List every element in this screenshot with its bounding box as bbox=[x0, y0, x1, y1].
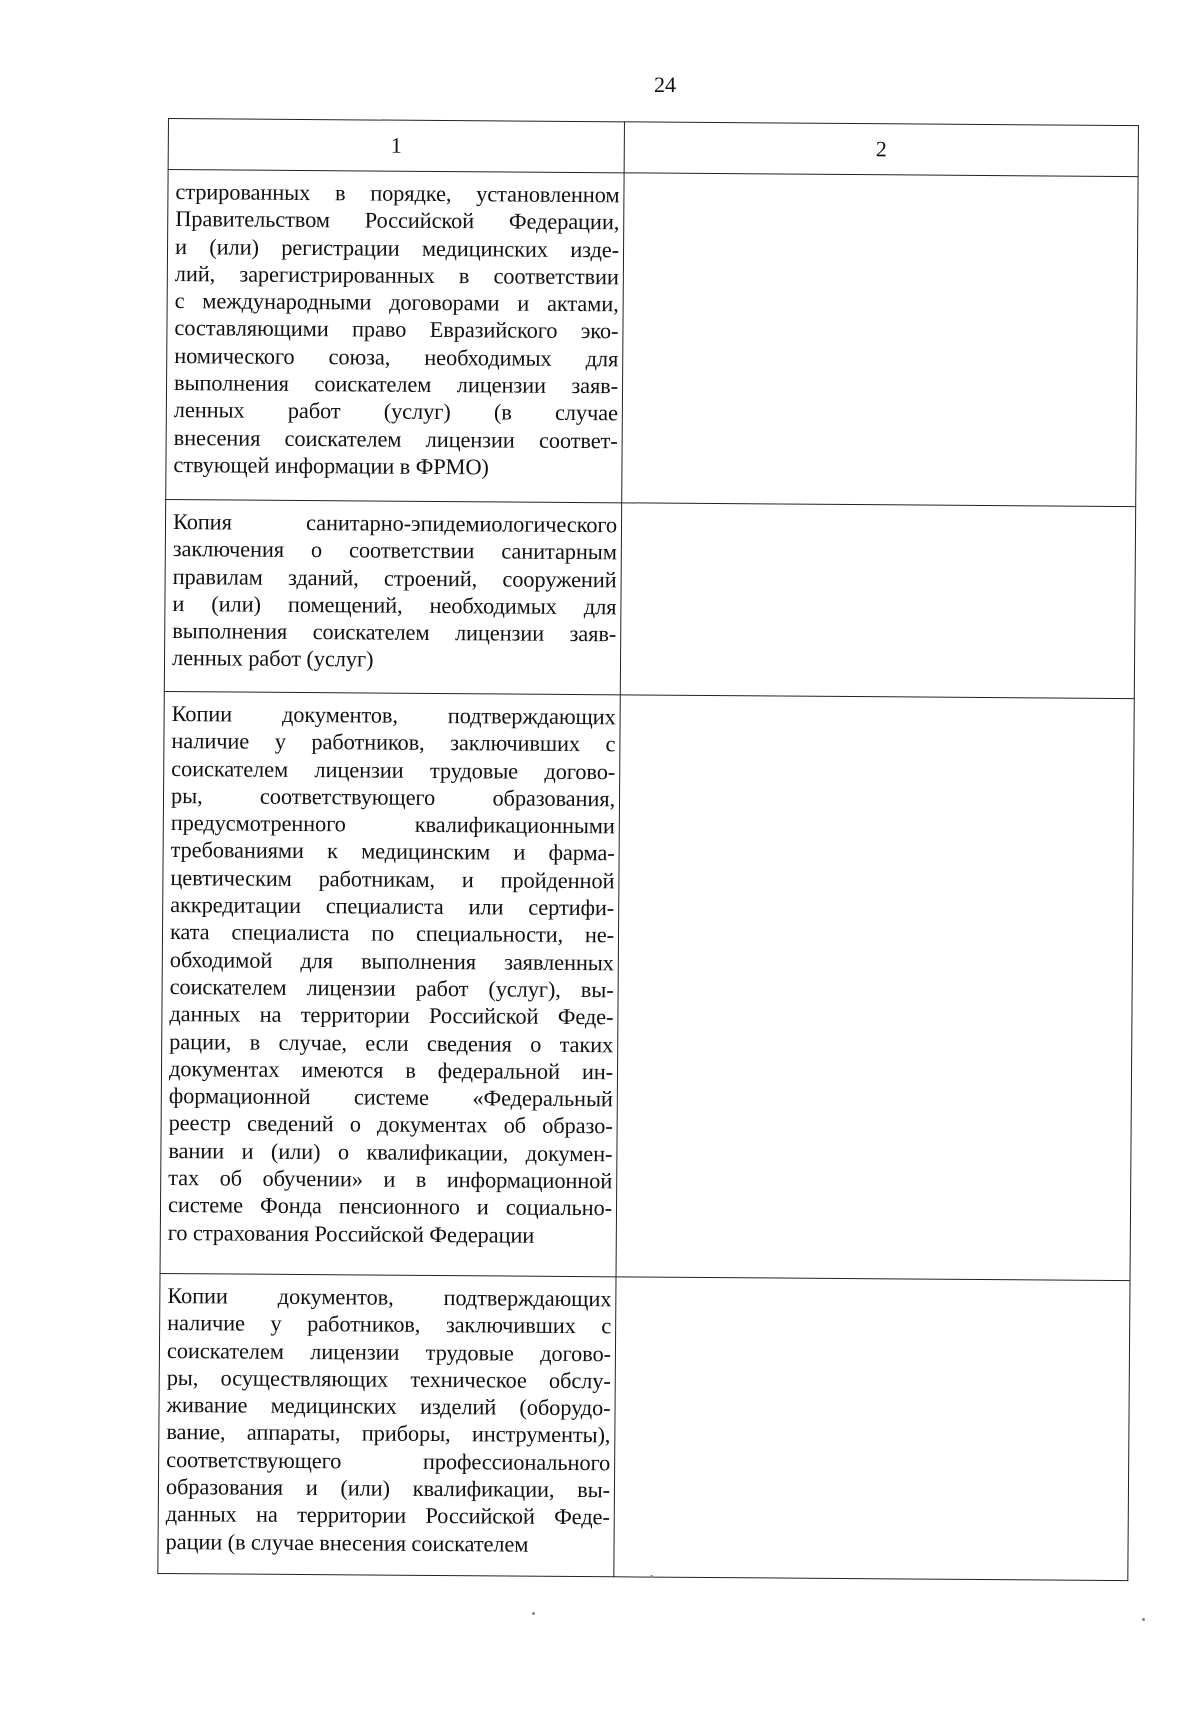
text-line: выполнения соискателем лицензии заяв- bbox=[173, 370, 619, 399]
text-line: заключения о соответствии санитарным bbox=[172, 536, 617, 565]
text-line: ры, осуществляющих техническое обслу- bbox=[166, 1364, 611, 1394]
text-line: и (или) помещений, необходимых для bbox=[172, 590, 617, 620]
requirement-cell bbox=[160, 691, 620, 1276]
text-line: выполнения соискателем лицензии заяв- bbox=[172, 618, 617, 647]
text-line: рации, в случае, если сведения о таких bbox=[169, 1028, 614, 1057]
text-line: Копии документов, подтверждающих bbox=[171, 701, 616, 730]
page-number: 24 bbox=[654, 72, 676, 97]
text-line: ленных работ (услуг) bbox=[171, 645, 374, 673]
text-line: стрированных в порядке, установленном bbox=[175, 179, 620, 208]
table-header-row bbox=[168, 119, 1138, 177]
text-line: реестр сведений о документах об образо- bbox=[168, 1110, 613, 1139]
text-line: ката специалиста по специальности, не- bbox=[169, 919, 615, 948]
notes-cell bbox=[620, 503, 1135, 699]
requirement-cell bbox=[164, 499, 621, 694]
requirement-cell bbox=[158, 1273, 616, 1576]
text-line: правилам зданий, строений, сооружений bbox=[172, 563, 617, 592]
text-line: соответствующего профессионального bbox=[166, 1446, 611, 1476]
notes-cell bbox=[622, 173, 1138, 507]
text-line: соискателем лицензии работ (услуг), вы- bbox=[169, 974, 614, 1003]
text-line: составляющими право Евразийского эко- bbox=[174, 315, 619, 344]
text-line: наличие у работников, заключивших с bbox=[171, 728, 616, 757]
requirement-text bbox=[158, 1274, 615, 1568]
text-line: и (или) регистрации медицинских изде- bbox=[174, 233, 620, 262]
requirement-text bbox=[166, 170, 623, 492]
table-body bbox=[158, 170, 1138, 1581]
text-line: системе Фонда пенсионного и социально- bbox=[167, 1192, 613, 1221]
text-line: вании и (или) о квалификации, докумен- bbox=[168, 1137, 613, 1167]
text-line: данных на территории Российской Феде- bbox=[169, 1001, 614, 1030]
text-line: требованиями к медицинским и фарма- bbox=[170, 837, 615, 866]
column-header-1: 1 bbox=[168, 119, 624, 173]
table-row bbox=[158, 1273, 1130, 1580]
text-line: лий, зарегистрированных в соответствии bbox=[174, 260, 619, 290]
text-line: номического союза, необходимых для bbox=[174, 342, 619, 372]
text-line: с международными договорами и актами, bbox=[174, 288, 619, 317]
text-line: тах об обучении» и в информационной bbox=[168, 1165, 613, 1194]
column-header-2: 2 bbox=[624, 122, 1138, 177]
text-line: го страхования Российской Федерации bbox=[167, 1219, 535, 1248]
text-line: внесения соискателем лицензии соответ- bbox=[173, 424, 618, 453]
text-line: живание медицинских изделий (оборудо- bbox=[166, 1392, 611, 1421]
text-line: Правительством Российской Федерации, bbox=[175, 206, 620, 235]
text-line: формационной системе «Федеральный bbox=[168, 1083, 613, 1112]
scan-speck bbox=[532, 1612, 535, 1615]
text-line: обходимой для выполнения заявленных bbox=[169, 946, 614, 975]
text-line: соискателем лицензии трудовые догово- bbox=[171, 755, 616, 784]
document-table bbox=[157, 118, 1139, 1581]
text-line: наличие у работников, заключивших с bbox=[167, 1310, 612, 1339]
requirement-text bbox=[161, 692, 620, 1259]
text-line: Копии документов, подтверждающих bbox=[167, 1283, 612, 1312]
text-line: вание, аппараты, приборы, инструменты), bbox=[166, 1419, 611, 1448]
text-line: Копия санитарно-эпидемиологического bbox=[172, 509, 618, 538]
text-line: предусмотренного квалификационными bbox=[170, 810, 615, 839]
text-line: цевтическим работникам, и пройденной bbox=[170, 864, 615, 894]
scan-speck bbox=[650, 1575, 653, 1578]
text-line: данных на территории Российской Феде- bbox=[165, 1501, 610, 1530]
text-line: аккредитации специалиста или сертифи- bbox=[170, 892, 615, 921]
text-line: ры, соответствующего образования, bbox=[170, 782, 616, 812]
text-line: образования и (или) квалификации, вы- bbox=[165, 1474, 611, 1503]
text-line: соискателем лицензии трудовые догово- bbox=[166, 1337, 612, 1366]
table-row bbox=[166, 170, 1138, 507]
requirement-text bbox=[165, 500, 621, 685]
notes-cell bbox=[616, 695, 1134, 1281]
text-line: ленных работ (услуг) (в случае bbox=[173, 397, 618, 426]
requirement-cell bbox=[166, 170, 624, 503]
table-row bbox=[160, 691, 1134, 1280]
scan-speck bbox=[1142, 1618, 1145, 1621]
table-row bbox=[164, 499, 1135, 698]
text-line: рации (в случае внесения соискателем bbox=[165, 1528, 529, 1557]
text-line: документах имеются в федеральной ин- bbox=[168, 1055, 614, 1085]
text-line: ствующей информации в ФРМО) bbox=[173, 452, 489, 480]
notes-cell bbox=[614, 1277, 1130, 1581]
